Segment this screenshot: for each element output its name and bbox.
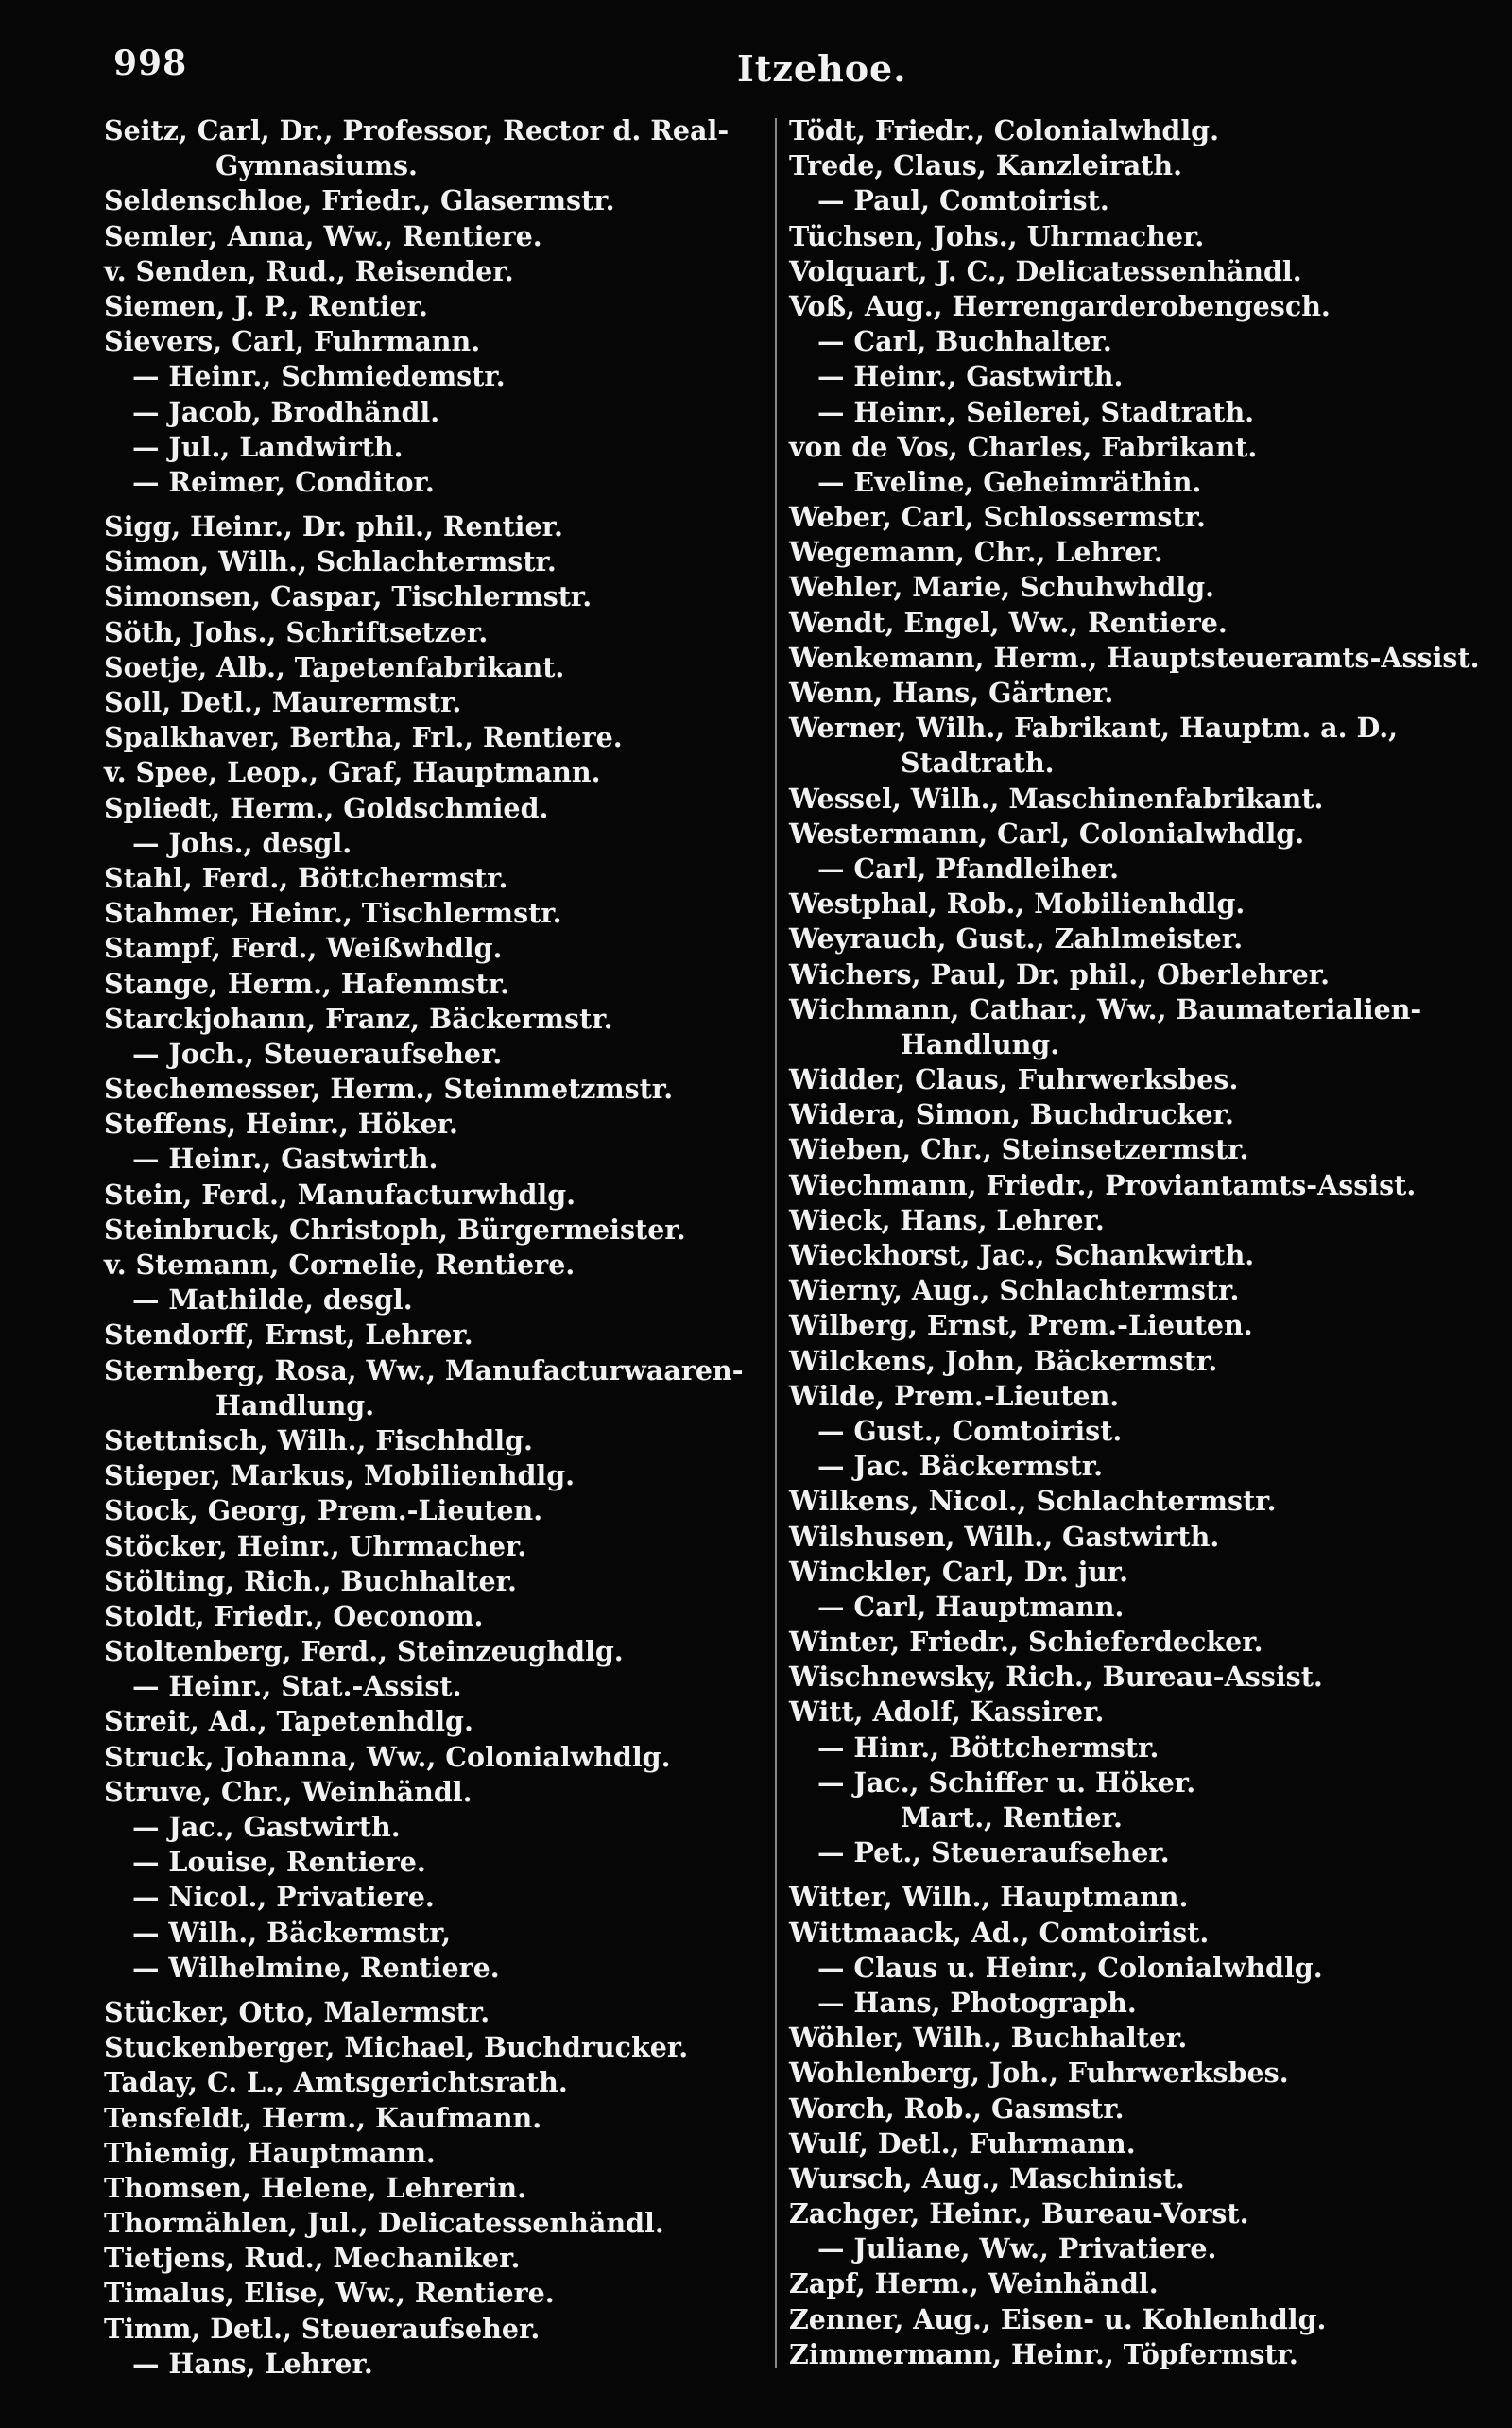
directory-entry: Thormählen, Jul., Delicatessenhändl.	[104, 2207, 664, 2240]
directory-entry: Wichmann, Cathar., Ww., Baumaterialien-	[789, 992, 1422, 1025]
directory-entry: — Hinr., Böttchermstr.	[817, 1731, 1160, 1764]
directory-entry: Wenkemann, Herm., Hauptsteueramts-Assist.	[789, 641, 1480, 674]
directory-entry: Timalus, Elise, Ww., Rentiere.	[104, 2277, 555, 2310]
directory-entry: Seldenschloe, Friedr., Glasermstr.	[104, 184, 615, 217]
directory-entry: Weber, Carl, Schlossermstr.	[789, 501, 1206, 534]
directory-entry: Thomsen, Helene, Lehrerin.	[104, 2171, 527, 2204]
directory-entry: v. Spee, Leop., Graf, Hauptmann.	[104, 756, 601, 789]
directory-entry: Stampf, Ferd., Weißwhdlg.	[104, 932, 503, 965]
directory-entry: — Carl, Pfandleiher.	[817, 852, 1120, 885]
directory-entry: Stange, Herm., Hafenmstr.	[104, 967, 510, 1000]
directory-entry: Stock, Georg, Prem.-Lieuten.	[104, 1494, 543, 1527]
directory-entry: Stahmer, Heinr., Tischlermstr.	[104, 897, 562, 930]
directory-entry: Wendt, Engel, Ww., Rentiere.	[789, 606, 1228, 639]
directory-entry: Zachger, Heinr., Bureau-Vorst.	[789, 2197, 1249, 2230]
left-column	[104, 113, 784, 2382]
directory-entry: — Jacob, Brodhändl.	[132, 395, 440, 428]
directory-entry: Westermann, Carl, Colonialwhdlg.	[789, 817, 1305, 850]
directory-entry: — Hans, Photograph.	[817, 1986, 1137, 2019]
directory-entry: von de Vos, Charles, Fabrikant.	[789, 430, 1258, 463]
directory-entry: Wilde, Prem.-Lieuten.	[789, 1379, 1120, 1412]
directory-entry: Stahl, Ferd., Böttchermstr.	[104, 861, 508, 894]
directory-entry: Steffens, Heinr., Höker.	[104, 1108, 458, 1141]
directory-entry: Wohlenberg, Joh., Fuhrwerksbes.	[789, 2057, 1289, 2090]
directory-entry: Simonsen, Caspar, Tischlermstr.	[104, 580, 593, 613]
directory-entry: Soll, Detl., Maurermstr.	[104, 686, 462, 718]
directory-entry: Stücker, Otto, Malermstr.	[104, 1995, 490, 2028]
page-number: 998	[113, 43, 188, 83]
directory-entry: — Paul, Comtoirist.	[817, 184, 1109, 217]
directory-entry: — Heinr., Schmiedemstr.	[132, 360, 506, 393]
directory-entry: Stieper, Markus, Mobilienhdlg.	[104, 1459, 576, 1492]
directory-entry: — Reimer, Conditor.	[132, 465, 435, 498]
directory-entry: Wischnewsky, Rich., Bureau-Assist.	[789, 1661, 1323, 1694]
directory-entry: — Wilh., Bäckermstr,	[132, 1916, 452, 1949]
directory-entry: — Hans, Lehrer.	[132, 2347, 373, 2380]
directory-entry: Wieben, Chr., Steinsetzermstr.	[789, 1133, 1249, 1166]
column-divider	[775, 118, 777, 2368]
directory-entry: — Wilhelmine, Rentiere.	[132, 1951, 500, 1984]
directory-entry: Wilkens, Nicol., Schlachtermstr.	[789, 1485, 1277, 1518]
running-title: Itzehoe.	[737, 47, 907, 90]
directory-entry: Sigg, Heinr., Dr. phil., Rentier.	[104, 510, 563, 543]
directory-entry: Steinbruck, Christoph, Bürgermeister.	[104, 1213, 686, 1246]
directory-entry: Stendorff, Ernst, Lehrer.	[104, 1318, 473, 1352]
directory-entry: Wegemann, Chr., Lehrer.	[789, 536, 1163, 569]
directory-entry: — Eveline, Geheimräthin.	[817, 465, 1202, 498]
directory-entry: Zimmermann, Heinr., Töpfermstr.	[789, 2337, 1298, 2370]
directory-entry: Timm, Detl., Steueraufseher.	[104, 2312, 541, 2345]
directory-entry: — Jac., Gastwirth.	[132, 1811, 401, 1843]
directory-entry: — Jul., Landwirth.	[132, 430, 404, 463]
directory-entry: — Jac., Schiffer u. Höker.	[817, 1765, 1196, 1799]
directory-entry: v. Senden, Rud., Reisender.	[104, 254, 514, 287]
directory-entry: Volquart, J. C., Delicatessenhändl.	[789, 254, 1302, 287]
directory-entry: Siemen, J. P., Rentier.	[104, 289, 428, 322]
directory-entry: Wehler, Marie, Schuhwhdlg.	[789, 571, 1215, 604]
directory-entry: — Gust., Comtoirist.	[817, 1414, 1123, 1447]
directory-entry: Wöhler, Wilh., Buchhalter.	[789, 2022, 1188, 2055]
directory-entry: Zenner, Aug., Eisen- u. Kohlenhdlg.	[789, 2302, 1327, 2335]
directory-entry: Wierny, Aug., Schlachtermstr.	[789, 1274, 1240, 1307]
directory-entry: — Jac. Bäckermstr.	[817, 1450, 1104, 1483]
directory-entry: — Mathilde, desgl.	[132, 1283, 413, 1317]
directory-entry: — Heinr., Gastwirth.	[817, 360, 1124, 393]
directory-entry: — Joch., Steueraufseher.	[132, 1037, 503, 1070]
directory-entry: Witter, Wilh., Hauptmann.	[789, 1881, 1189, 1914]
directory-entry-continuation: Handlung.	[901, 1027, 1060, 1060]
directory-entry: Worch, Rob., Gasmstr.	[789, 2092, 1125, 2125]
directory-entry: Westphal, Rob., Mobilienhdlg.	[789, 887, 1246, 921]
directory-entry: Wursch, Aug., Maschinist.	[789, 2161, 1185, 2195]
directory-entry: Semler, Anna, Ww., Rentiere.	[104, 219, 542, 252]
directory-entry: Tietjens, Rud., Mechaniker.	[104, 2242, 521, 2275]
directory-entry: Winter, Friedr., Schieferdecker.	[789, 1626, 1263, 1659]
directory-entry: Sievers, Carl, Fuhrmann.	[104, 325, 481, 358]
directory-entry: Taday, C. L., Amtsgerichtsrath.	[104, 2066, 568, 2099]
directory-entry: — Heinr., Gastwirth.	[132, 1143, 438, 1176]
directory-entry: Wulf, Detl., Fuhrmann.	[789, 2127, 1136, 2160]
page-header	[0, 43, 1512, 100]
directory-entry: — Carl, Buchhalter.	[817, 325, 1112, 358]
directory-entry-continuation: Stadtrath.	[901, 747, 1055, 780]
directory-entry: Stettnisch, Wilh., Fischhdlg.	[104, 1423, 533, 1456]
directory-entry: Struve, Chr., Weinhändl.	[104, 1775, 472, 1808]
directory-entry: Wieckhorst, Jac., Schankwirth.	[789, 1239, 1255, 1271]
directory-entry: Trede, Claus, Kanzleirath.	[789, 149, 1182, 182]
directory-entry: Weyrauch, Gust., Zahlmeister.	[789, 922, 1244, 956]
directory-entry: Stein, Ferd., Manufacturwhdlg.	[104, 1178, 576, 1211]
directory-entry: v. Stemann, Cornelie, Rentiere.	[104, 1248, 576, 1281]
directory-entry: Tensfeldt, Herm., Kaufmann.	[104, 2101, 542, 2134]
directory-entry: — Pet., Steueraufseher.	[817, 1836, 1170, 1869]
directory-entry: Soetje, Alb., Tapetenfabrikant.	[104, 650, 565, 683]
directory-entry: Spalkhaver, Bertha, Frl., Rentiere.	[104, 721, 623, 754]
directory-entry: — Louise, Rentiere.	[132, 1846, 426, 1879]
directory-entry: Sternberg, Rosa, Ww., Manufacturwaaren-	[104, 1353, 744, 1386]
directory-entry: Simon, Wilh., Schlachtermstr.	[104, 545, 557, 578]
directory-entry: Tüchsen, Johs., Uhrmacher.	[789, 219, 1205, 252]
directory-entry: Stoltenberg, Ferd., Steinzeughdlg.	[104, 1635, 624, 1668]
directory-entry: Wilberg, Ernst, Prem.-Lieuten.	[789, 1309, 1253, 1342]
directory-entry: Wittmaack, Ad., Comtoirist.	[789, 1916, 1210, 1949]
directory-entry: Stölting, Rich., Buchhalter.	[104, 1564, 517, 1597]
directory-entry: Winckler, Carl, Dr. jur.	[789, 1555, 1129, 1588]
directory-entry: — Nicol., Privatiere.	[132, 1881, 435, 1914]
directory-entry: Wilckens, John, Bäckermstr.	[789, 1344, 1218, 1377]
directory-entry: Seitz, Carl, Dr., Professor, Rector d. Real-	[104, 114, 730, 146]
directory-entry: — Claus u. Heinr., Colonialwhdlg.	[817, 1951, 1323, 1984]
directory-entry: Widera, Simon, Buchdrucker.	[789, 1098, 1234, 1131]
directory-entry: Söth, Johs., Schriftsetzer.	[104, 615, 489, 648]
directory-entry: Wenn, Hans, Gärtner.	[789, 677, 1114, 709]
directory-entry: — Johs., desgl.	[132, 826, 352, 859]
directory-entry: Wichers, Paul, Dr. phil., Oberlehrer.	[789, 957, 1331, 990]
directory-entry: — Heinr., Seilerei, Stadtrath.	[817, 395, 1255, 428]
directory-entry: Thiemig, Hauptmann.	[104, 2136, 436, 2169]
directory-entry: Stuckenberger, Michael, Buchdrucker.	[104, 2031, 689, 2064]
directory-entry-continuation: Mart., Rentier.	[901, 1801, 1123, 1834]
directory-entry: Stoldt, Friedr., Oeconom.	[104, 1599, 484, 1632]
directory-entry: Widder, Claus, Fuhrwerksbes.	[789, 1063, 1239, 1096]
directory-entry: Stöcker, Heinr., Uhrmacher.	[104, 1529, 527, 1562]
directory-entry: Starckjohann, Franz, Bäckermstr.	[104, 1002, 613, 1035]
directory-entry-continuation: Handlung.	[215, 1388, 375, 1421]
directory-entry: Wilshusen, Wilh., Gastwirth.	[789, 1520, 1220, 1553]
directory-entry: Stechemesser, Herm., Steinmetzmstr.	[104, 1073, 674, 1106]
directory-entry: Streit, Ad., Tapetenhdlg.	[104, 1705, 473, 1738]
directory-entry: Witt, Adolf, Kassirer.	[789, 1696, 1105, 1729]
directory-entry: Spliedt, Herm., Goldschmied.	[104, 791, 549, 824]
directory-entry: — Carl, Hauptmann.	[817, 1590, 1125, 1623]
directory-entry: Voß, Aug., Herrengarderobengesch.	[789, 289, 1331, 322]
directory-entry: Werner, Wilh., Fabrikant, Hauptm. a. D.,	[789, 712, 1399, 745]
directory-entry: Struck, Johanna, Ww., Colonialwhdlg.	[104, 1740, 671, 1773]
directory-entry: Wessel, Wilh., Maschinenfabrikant.	[789, 782, 1324, 815]
directory-entry: Wiechmann, Friedr., Proviantamts-Assist.	[789, 1168, 1417, 1201]
directory-entry: Wieck, Hans, Lehrer.	[789, 1203, 1105, 1236]
right-column	[789, 113, 1480, 2372]
directory-entry: Tödt, Friedr., Colonialwhdlg.	[789, 114, 1220, 146]
directory-entry: — Juliane, Ww., Privatiere.	[817, 2232, 1217, 2265]
directory-entry-continuation: Gymnasiums.	[215, 149, 418, 182]
directory-entry: Zapf, Herm., Weinhändl.	[789, 2267, 1159, 2300]
directory-entry: — Heinr., Stat.-Assist.	[132, 1670, 462, 1703]
